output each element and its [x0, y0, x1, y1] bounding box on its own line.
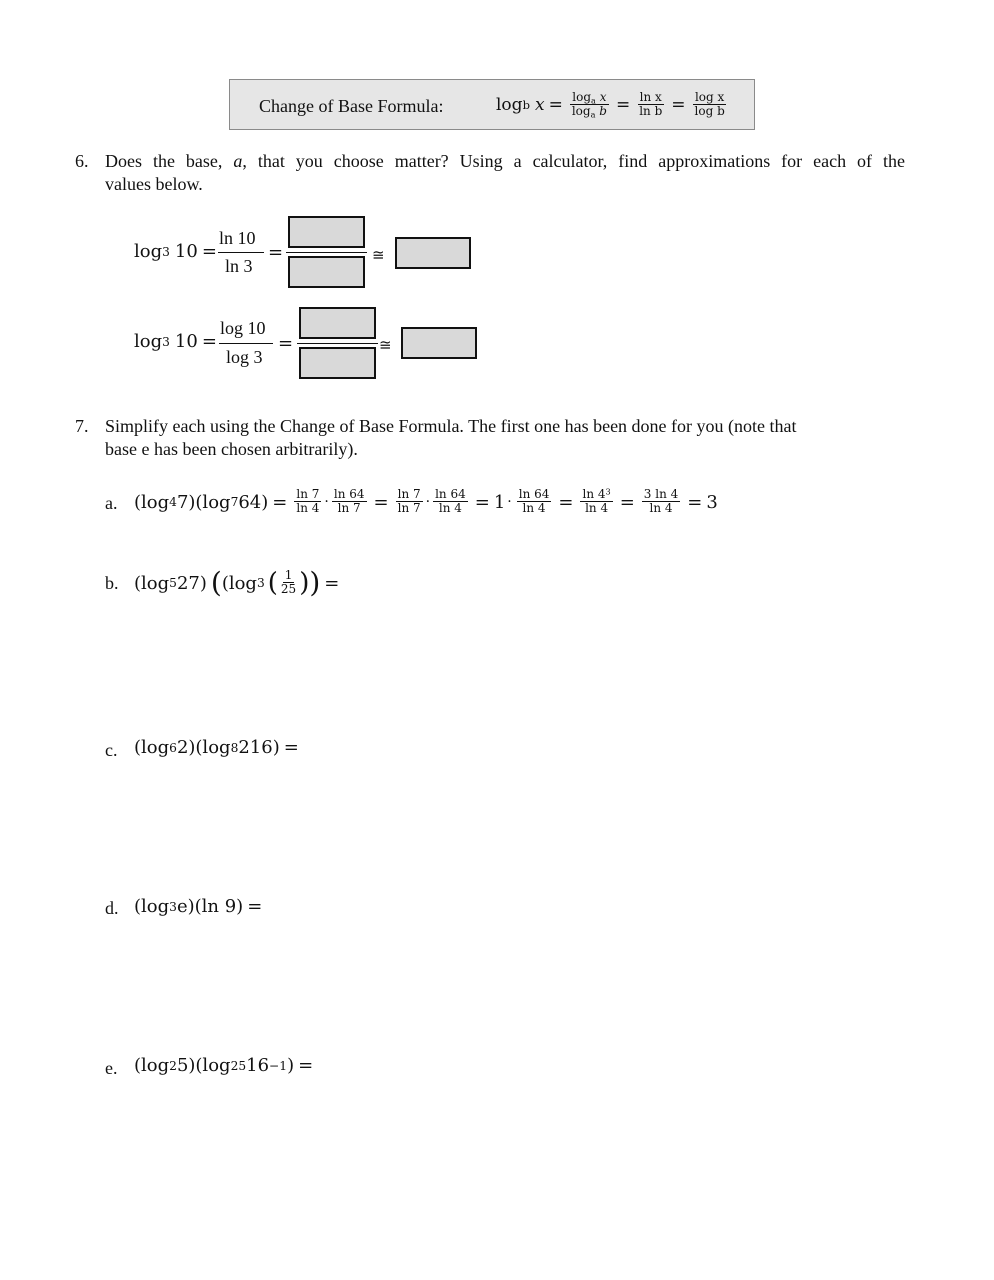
formula-label: Change of Base Formula: [259, 96, 444, 116]
q7b-expression: (log 5 27) ( (log 3 ( $\frac{1}{25}$ ) ) = [134, 566, 340, 599]
q7-number: 7. [75, 416, 89, 436]
q6-row2-approx: ≅ [379, 336, 392, 354]
q7d-label: d. [105, 898, 119, 918]
q6-row1-approx-input[interactable] [395, 237, 471, 269]
q6-row1-box-bar [286, 252, 367, 253]
q6-row1-approx: ≅ [372, 246, 385, 264]
q6-row1-lhs: log 3 10 = [134, 241, 217, 262]
q7e-label: e. [105, 1058, 118, 1078]
q6-row1-fraction-bar [218, 252, 264, 253]
q6-row2-box-bar [297, 343, 378, 344]
q6-row2-numerator-input[interactable] [299, 307, 376, 339]
q7c-expression: (log 6 2)(log 8 216) = [134, 737, 299, 758]
q6-row1-num: ln 10 [219, 228, 256, 248]
q6-text-line2: values below. [105, 174, 203, 194]
q7-text-line2: base e has been chosen arbitrarily). [105, 439, 358, 459]
q6-row2-eq: = [278, 333, 294, 354]
q6-row2-lhs: log 3 10 = [134, 331, 217, 352]
q7e-expression: (log 2 5)(log 25 16 −1 ) = [134, 1055, 314, 1076]
change-of-base-formula: log b x = $\frac{\log_a x}{\log_a b}$ = $\frac{\text{ln x}}{\text{ln b}}$ = $\frac{\text{log x}}{\text{log b}}$ [496, 90, 725, 120]
q6-row1-numerator-input[interactable] [288, 216, 365, 248]
q7c-label: c. [105, 740, 118, 760]
q6-row2-fraction-bar [219, 343, 273, 344]
q6-text-line1: Does the base, a, that you choose matter? Using a calculator, find approximations for each of the [105, 151, 906, 171]
q7-text-line1: Simplify each using the Change of Base Formula. The first one has been done for you (note that [105, 416, 797, 436]
q7a-worked-example: (log 4 7)(log 7 64) = $\frac{\ln 7}{\ln 4}$ · $\frac{\ln 64}{\ln 7}$ = $\frac{\ln 7}{\ln 7}$ · $\frac{\ln 64}{\ln 4}$ = 1 · $\frac{\ln 64}{\ln 4}$ = $\frac{\ln 4^3}{\ln 4}$ = $\frac{3 \ln 4}{\ln 4}$ = 3 [134, 486, 718, 516]
q6-row2-approx-input[interactable] [401, 327, 477, 359]
q7b-label: b. [105, 573, 119, 593]
q6-number: 6. [75, 151, 89, 171]
q7a-label: a. [105, 493, 118, 513]
q6-row1-eq: = [268, 242, 284, 263]
q6-row2-num: log 10 [220, 318, 266, 338]
q7d-expression: (log 3 e)(ln 9) = [134, 896, 263, 917]
q6-row1-denominator-input[interactable] [288, 256, 365, 288]
q6-row1-den: ln 3 [225, 256, 253, 276]
q6-row2-den: log 3 [226, 347, 263, 367]
q6-row2-denominator-input[interactable] [299, 347, 376, 379]
